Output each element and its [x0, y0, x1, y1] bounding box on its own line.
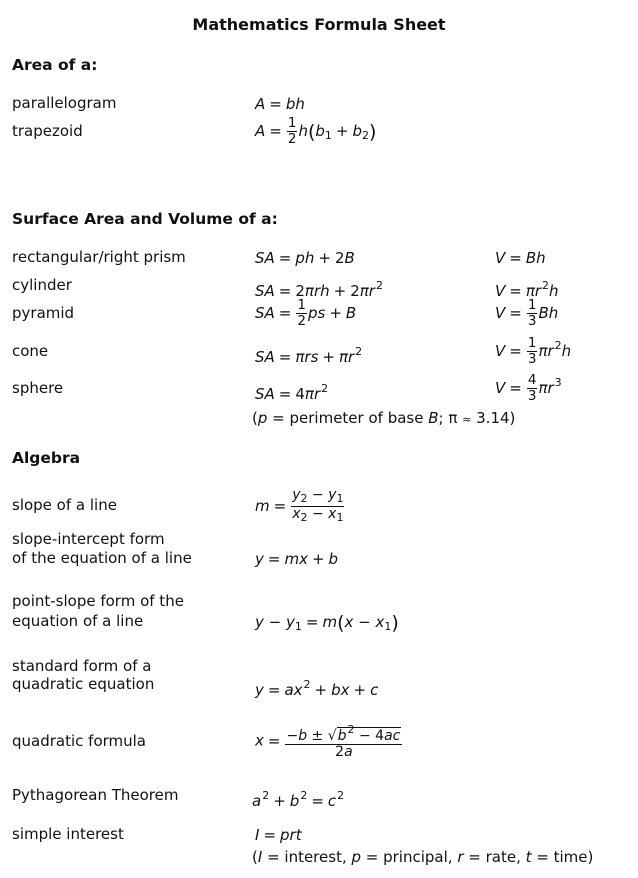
algebra-label-standard-1: standard form of a [12, 657, 152, 675]
algebra-label-standard-2: quadratic equation [12, 675, 155, 693]
formula-trapezoid-area: A = $\frac{1}{2}$ $h(b_1 + b_2)$ [255, 115, 377, 147]
algebra-label-quadratic-formula: quadratic formula [12, 732, 147, 750]
formula-point-slope: $y - y_1 = m(x - x_1)$ [255, 612, 399, 634]
formula-slope: m = $\frac{y_2 - y_1}{x_2 - x_1}$ [255, 487, 344, 524]
formula-cylinder-v: $V = \pi r^2h$ [495, 279, 559, 300]
area-heading: Area of a: [12, 56, 98, 74]
formula-quadratic: x = $\frac{-b \pm √b^2 - 4ac}{2a}$ [255, 723, 401, 760]
surface-label-cylinder: cylinder [12, 276, 72, 294]
formula-cylinder-sa: SA = $2\pi rh + 2\pi r^2$ [255, 279, 383, 300]
formula-pyramid-sa: SA = $\frac{1}{2}$ ps + B [255, 297, 357, 329]
formula-cone-v: V = $\frac{1}{3}$ $\pi r^2h$ [495, 335, 572, 367]
formula-slope-intercept: y = mx + b [255, 550, 339, 568]
surface-label-prism: rectangular/right prism [12, 248, 186, 266]
algebra-label-slope: slope of a line [12, 496, 117, 514]
formula-sphere-sa: SA = $4\pi r^2$ [255, 382, 329, 403]
algebra-label-simple-interest: simple interest [12, 825, 124, 843]
formula-prism-sa: SA = ph + 2B [255, 249, 355, 267]
area-label-trapezoid: trapezoid [12, 122, 83, 140]
formula-cone-sa: SA = $\pi rs + \pi r^2$ [255, 345, 363, 366]
formula-standard-quadratic: $y = ax^2$ + bx + c [255, 678, 379, 699]
algebra-heading: Algebra [12, 449, 81, 467]
surface-note: (p = perimeter of base B; π ≈ 3.14) [252, 409, 516, 427]
algebra-label-slope-intercept-1: slope-intercept form [12, 530, 165, 548]
formula-pyramid-v: V = $\frac{1}{3}$ Bh [495, 297, 559, 329]
page-title: Mathematics Formula Sheet [192, 15, 446, 34]
surface-label-pyramid: pyramid [12, 304, 75, 322]
formula-pythagorean: $a^2 + b^2 = c^2$ [252, 789, 345, 810]
formula-prism-v: V = Bh [495, 249, 546, 267]
algebra-label-point-slope-2: equation of a line [12, 612, 144, 630]
formula-simple-interest: I = prt [255, 826, 302, 844]
surface-label-sphere: sphere [12, 379, 64, 397]
area-label-parallelogram: parallelogram [12, 94, 117, 112]
algebra-label-point-slope-1: point-slope form of the [12, 592, 184, 610]
algebra-label-slope-intercept-2: of the equation of a line [12, 549, 192, 567]
formula-sphere-v: V = $\frac{4}{3}$ $\pi r^3$ [495, 372, 562, 404]
surface-label-cone: cone [12, 342, 49, 360]
algebra-note: (I = interest, p = principal, r = rate, t = time) [252, 848, 594, 866]
algebra-label-pythagorean: Pythagorean Theorem [12, 786, 179, 804]
surface-heading: Surface Area and Volume of a: [12, 210, 278, 228]
formula-parallelogram-area: A = bh [255, 95, 305, 113]
